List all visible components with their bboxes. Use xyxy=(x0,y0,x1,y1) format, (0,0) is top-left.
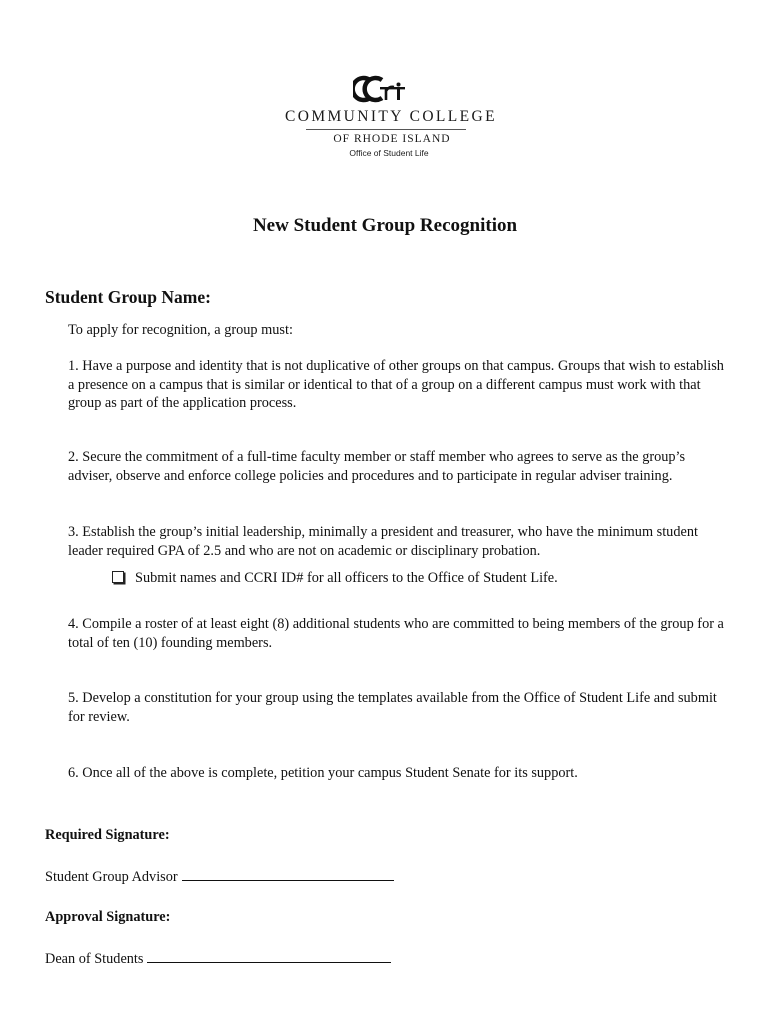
dean-signature-field[interactable] xyxy=(147,950,391,963)
requirement-4: 4. Compile a roster of at least eight (8) additional students who are committed to being members of the group for a total of ten (10) founding members. xyxy=(68,616,724,651)
logo-divider xyxy=(306,129,466,130)
advisor-label: Student Group Advisor xyxy=(45,869,178,885)
student-group-name-label: Student Group Name: xyxy=(45,287,211,307)
required-signature-heading: Required Signature: xyxy=(45,827,170,843)
checkbox-label: Submit names and CCRI ID# for all officers to the Office of Student Life. xyxy=(135,570,558,586)
college-logo xyxy=(0,74,770,158)
checkbox-icon[interactable] xyxy=(112,571,124,583)
requirement-6: 6. Once all of the above is complete, petition your campus Student Senate for its support. xyxy=(68,765,578,781)
state-name: OF RHODE ISLAND xyxy=(333,133,451,145)
requirement-5: 5. Develop a constitution for your group using the templates available from the Office of Student Life and submit for review. xyxy=(68,690,717,725)
approval-signature-heading: Approval Signature: xyxy=(45,909,171,925)
requirement-2: 2. Secure the commitment of a full-time faculty member or staff member who agrees to serve as the group’s adviser, observe and enforce college policies and procedures and to participate in regular adviser training. xyxy=(68,449,686,484)
page-title: New Student Group Recognition xyxy=(252,215,518,236)
dean-label: Dean of Students xyxy=(45,951,144,967)
dean-signature-row xyxy=(45,950,391,968)
requirement-1: 1. Have a purpose and identity that is not duplicative of other groups on that campus. Groups that wish to establish a presence on a campus that is similar or identical to that of a group on a different campus must work with that group as part of the application process. xyxy=(68,358,724,411)
college-name: COMMUNITY COLLEGE xyxy=(284,108,497,125)
ccri-logo-mark xyxy=(353,74,417,104)
advisor-signature-row xyxy=(45,868,394,886)
advisor-signature-field[interactable] xyxy=(182,868,394,881)
officer-checkbox-item xyxy=(112,569,558,588)
office-name: Office of Student Life xyxy=(349,148,429,158)
intro-text: To apply for recognition, a group must: xyxy=(68,322,293,338)
requirement-3: 3. Establish the group’s initial leadership, minimally a president and treasurer, who have the minimum student leader required GPA of 2.5 and who are not on academic or disciplinary probation. xyxy=(68,524,698,559)
